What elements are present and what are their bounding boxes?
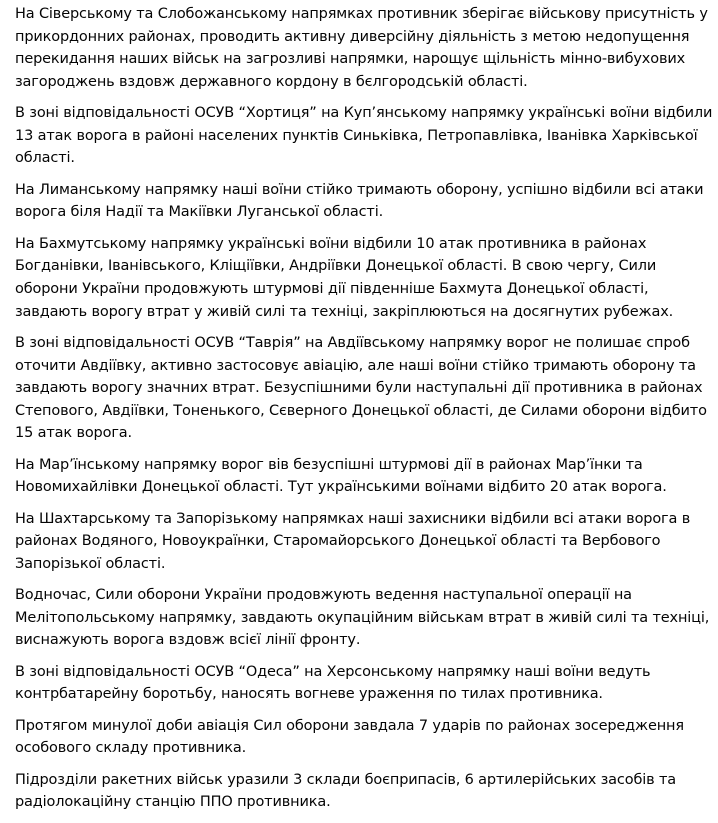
paragraph-siverskyi-slobozhanskyi: На Сіверському та Слобожанському напрямках противник зберігає військову присутність у прикордонних районах, проводить активну диверсійну діяльність з метою недопущення перекидання наших військ на загрозливі напрямки, нарощує щільність мінно-вибухових загороджень вздовж державного кордону в бєлгородській області.	[15, 6, 708, 90]
paragraph-aviation: Протягом минулої доби авіація Сил оборони завдала 7 ударів по районах зосередження особового складу противника.	[15, 717, 684, 757]
paragraph-kupiansk: В зоні відповідальності ОСУВ “Хортиця” на Куп’янському напрямку українські воїни відбили 13 атак ворога в районі населених пунктів Синьківка, Петропавлівка, Іванівка Харківської області.	[15, 105, 713, 167]
post-text	[15, 0, 713, 823]
paragraph-missile-troops: Підрозділи ракетних військ уразили 3 склади боєприпасів, 6 артилерійських засобів та радіолокаційну станцію ППО противника.	[15, 771, 677, 811]
paragraph-melitopol: Водночас, Сили оборони України продовжують ведення наступальної операції на Мелітопольському напрямку, завдають окупаційним військам втрат в живій силі та техніці, виснажують ворога вздовж всієї лінії фронту.	[15, 587, 710, 649]
paragraph-marinka: На Мар’їнському напрямку ворог вів безуспішні штурмові дії в районах Мар’їнки та Новомихайлівки Донецької області. Тут українськими воїнами відбито 20 атак ворога.	[15, 456, 667, 496]
paragraph-shakhtarsk-zaporizhzhia: На Шахтарському та Запорізькому напрямках наші захисники відбили всі атаки ворога в районах Водяного, Новоукраїнки, Старомайорського Донецької області та Вербового Запорізької області.	[15, 510, 691, 572]
paragraph-kherson: В зоні відповідальності ОСУВ “Одеса” на Херсонському напрямку наші воїни ведуть контрбатарейну боротьбу, наносять вогневе ураження по тилах противника.	[15, 663, 651, 703]
paragraph-bakhmut: На Бахмутському напрямку українські воїни відбили 10 атак противника в районах Богданівки, Іванівського, Кліщіївки, Андріївки Донецької області. В свою чергу, Сили оборони України продовжують штурмові дії південніше Бахмута Донецької області, завдають ворогу втрат у живій силі та техніці, закріплюються на досягнутих рубежах.	[15, 235, 674, 320]
paragraph-lyman: На Лиманському напрямку наші воїни стійко тримають оборону, успішно відбили всі атаки ворога біля Надії та Макіївки Луганської області.	[15, 181, 704, 221]
paragraph-avdiivka: В зоні відповідальності ОСУВ “Таврія” на Авдіївському напрямку ворог не полишає спроб оточити Авдіївку, активно застосовує авіацію, але наші воїни стійко тримають оборону та завдають ворогу значних втрат. Безуспішними були наступальні дії противника в районах Степового, Авдіївки, Тоненького, Сєверного Донецької області, де Силами оборони відбито 15 атак ворога.	[15, 334, 707, 442]
